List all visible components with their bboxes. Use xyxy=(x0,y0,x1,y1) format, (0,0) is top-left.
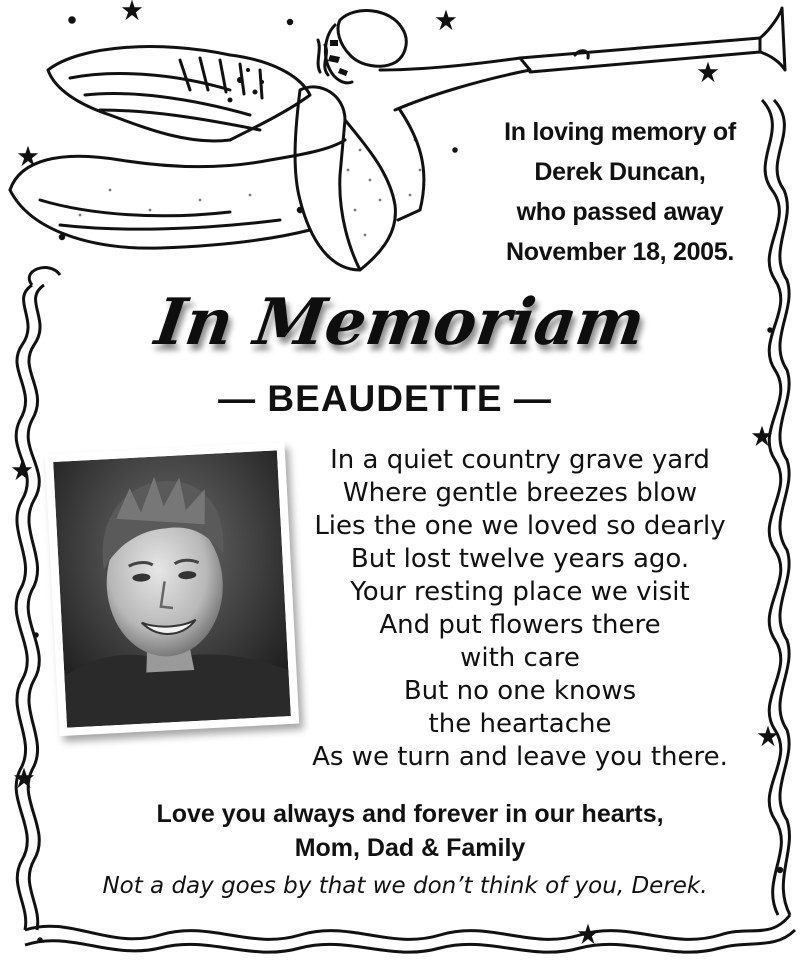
intro-line-1: In loving memory of xyxy=(504,118,736,146)
closing-message xyxy=(60,797,760,865)
closing-tagline: Not a day goes by that we don’t think of you, Derek. xyxy=(102,873,708,899)
memory-intro xyxy=(470,112,770,272)
intro-line-date: November 18, 2005. xyxy=(505,238,735,266)
surname-heading: — BEAUDETTE — xyxy=(218,378,552,419)
poem-line: And put flowers there xyxy=(379,610,661,640)
poem-line: the heartache xyxy=(428,709,612,739)
intro-line-3: who passed away xyxy=(516,198,724,226)
poem-line: with care xyxy=(460,643,580,673)
in-memoriam-heading: In Memoriam xyxy=(150,285,650,360)
poem-line: In a quiet country grave yard xyxy=(330,445,710,475)
poem-line: Where gentle breezes blow xyxy=(342,478,698,508)
poem-line: But no one knows xyxy=(403,676,637,706)
poem-line: Lies the one we loved so dearly xyxy=(314,511,726,541)
portrait-image xyxy=(53,450,291,727)
intro-line-name: Derek Duncan, xyxy=(534,158,706,186)
poem-line: But lost twelve years ago. xyxy=(350,544,690,574)
closing-line-1: Love you always and forever in our hearts, xyxy=(156,800,664,828)
poem xyxy=(270,444,770,774)
poem-line: As we turn and leave you there. xyxy=(312,742,728,772)
portrait-photo xyxy=(45,442,299,736)
poem-line: Your resting place we visit xyxy=(350,577,690,607)
closing-signature: Mom, Dad & Family xyxy=(294,834,526,862)
